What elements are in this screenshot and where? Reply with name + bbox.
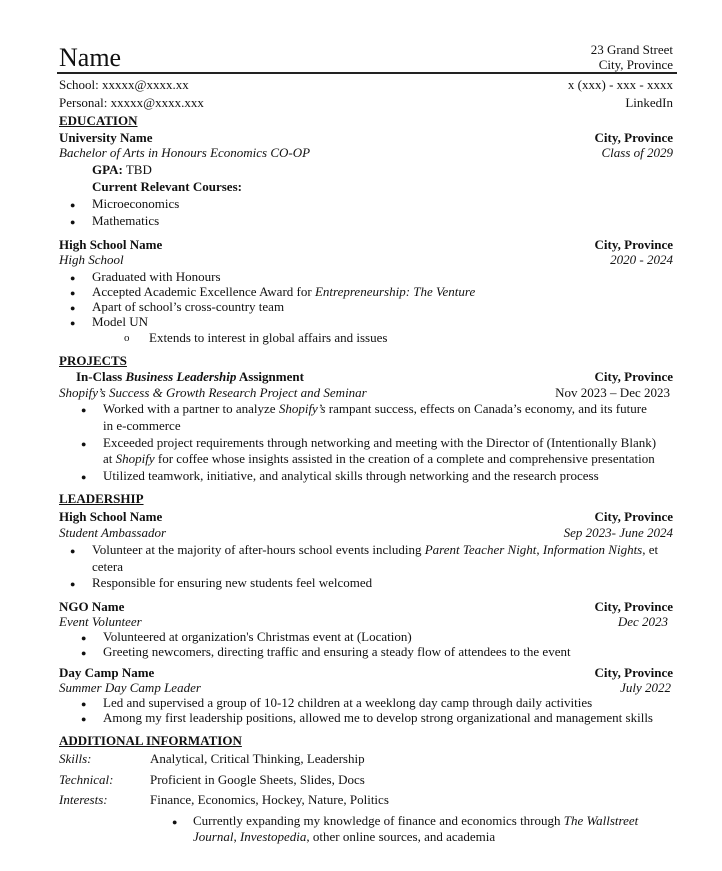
lead-camp-name: Day Camp Name [59,665,155,680]
technical-label: Technical: [59,772,114,787]
phone-number: x (xxx) - xxx - xxxx [567,77,673,92]
lead-hs-bullet-1-b: , [536,542,543,557]
bullet-icon: ● [70,579,76,589]
hs-bullet-3: Apart of school’s cross-country team [92,299,285,314]
lead-camp-bullet-1: Led and supervised a group of 10-12 children at a weeklong day camp through daily activities [103,695,593,710]
bullet-icon: ● [70,273,76,283]
project-bullet-2: Exceeded project requirements through networking and meeting with the Director of (Intentionally Blank) [103,435,657,450]
sub-bullet-icon: o [124,332,130,344]
bullet-icon: ● [81,439,87,449]
linkedin-link[interactable]: LinkedIn [625,95,673,110]
interests-bullet-em2: Journal [193,829,234,844]
lead-hs-bullet-1-em1: Parent Teacher Night [424,542,537,557]
gpa-label: GPA: [92,162,123,177]
lead-hs-bullet-1-a: Volunteer at the majority of after-hours school events including [92,542,425,557]
course-item: Mathematics [92,213,160,228]
lead-camp-date: July 2022 [620,680,671,695]
resume-name: Name [59,43,122,72]
bullet-icon: ● [81,472,87,482]
hs-bullet-2-award: Entrepreneurship: The Venture [314,284,476,299]
project-bullet-2-cont [103,451,655,467]
project-bullet-2-em: Shopify [115,451,155,466]
interests-bullet-em3: Investopedia [239,829,307,844]
bullet-icon: ● [81,405,87,415]
project-title-c: Assignment [236,369,304,384]
bullet-icon: ● [172,817,178,827]
project-bullet-3: Utilized teamwork, initiative, and analytical skills through networking and the research process [103,468,599,483]
lead-hs-bullet-1 [92,542,658,558]
interests-bullet-b: , [233,829,240,844]
hs-bullet-4: Model UN [92,314,148,329]
courses-label: Current Relevant Courses: [92,179,242,194]
university-name: University Name [59,130,153,145]
lead-hs-location: City, Province [594,509,673,524]
bullet-icon: ● [70,303,76,313]
lead-ngo-bullet-2: Greeting newcomers, directing traffic and ensuring a steady flow of attendees to the event [103,644,571,659]
personal-email: Personal: xxxxx@xxxx.xxx [59,95,204,110]
bullet-icon: ● [81,699,87,709]
project-bullet-1-cont: in e-commerce [103,418,181,433]
lead-hs-bullet-1-c: , et [642,542,659,557]
skills-label: Skills: [59,751,92,766]
interests-bullet-c: , other online sources, and academia [306,829,496,844]
interests-bullet [193,813,638,829]
skills-value: Analytical, Critical Thinking, Leadership [150,751,365,766]
high-school-type: High School [59,252,124,267]
high-school-name: High School Name [59,237,163,252]
technical-value: Proficient in Google Sheets, Slides, Docs [150,772,365,787]
section-heading-education: EDUCATION [59,113,138,128]
project-bullet-1-em: Shopify’s [278,401,326,416]
gpa-value: TBD [125,162,152,177]
bullet-icon: ● [70,200,76,210]
university-date: Class of 2029 [601,145,673,160]
university-location: City, Province [594,130,673,145]
course-item: Microeconomics [92,196,180,211]
section-heading-projects: PROJECTS [59,353,127,368]
university-degree: Bachelor of Arts in Honours Economics CO-OP [59,145,311,160]
bullet-icon: ● [70,217,76,227]
project-subtitle: Shopify’s Success & Growth Research Project and Seminar [59,385,367,400]
bullet-icon: ● [81,648,87,658]
interests-bullet-cont [193,829,495,845]
hs-bullet-1: Graduated with Honours [92,269,221,284]
project-bullet-2-c: for coffee whose insights assisted in the creation of a complete and comprehensive presentation [154,451,655,466]
bullet-icon: ● [81,714,87,724]
address-city: City, Province [598,57,673,72]
interests-bullet-a: Currently expanding my knowledge of finance and economics through [193,813,564,828]
project-location: City, Province [594,369,673,384]
gpa-line [92,162,152,178]
lead-hs-bullet-1-em2: Information Nights [542,542,643,557]
section-heading-additional: ADDITIONAL INFORMATION [59,733,242,748]
lead-ngo-name: NGO Name [59,599,125,614]
interests-label: Interests: [59,792,108,807]
lead-hs-date: Sep 2023- June 2024 [563,525,673,540]
project-title [76,369,304,385]
project-date: Nov 2023 – Dec 2023 [555,385,670,400]
project-bullet-2-b: at [103,451,116,466]
school-email: School: xxxxx@xxxx.xx [59,77,189,92]
lead-hs-bullet-1-cont: cetera [92,559,124,574]
lead-ngo-date: Dec 2023 [617,614,668,629]
header-rule [57,72,677,74]
lead-ngo-role: Event Volunteer [59,614,142,629]
lead-hs-role: Student Ambassador [59,525,167,540]
address-street: 23 Grand Street [590,42,673,57]
high-school-date: 2020 - 2024 [610,252,673,267]
lead-ngo-location: City, Province [594,599,673,614]
lead-camp-role: Summer Day Camp Leader [59,680,201,695]
bullet-icon: ● [70,318,76,328]
project-title-b: Business Leadership [125,369,237,384]
bullet-icon: ● [81,633,87,643]
lead-ngo-bullet-1: Volunteered at organization's Christmas event at (Location) [103,629,412,644]
lead-camp-location: City, Province [594,665,673,680]
high-school-location: City, Province [594,237,673,252]
section-heading-leadership: LEADERSHIP [59,491,144,506]
project-bullet-1 [103,401,647,417]
hs-sub-bullet: Extends to interest in global affairs and issues [149,330,388,345]
lead-hs-name: High School Name [59,509,163,524]
hs-bullet-2-text: Accepted Academic Excellence Award for [92,284,315,299]
lead-camp-bullet-2: Among my first leadership positions, allowed me to develop strong organizational and management skills [103,710,653,725]
lead-hs-bullet-2: Responsible for ensuring new students feel welcomed [92,575,373,590]
project-bullet-1-b: rampant success, effects on Canada’s economy, and its future [325,401,647,416]
hs-bullet-2 [92,284,475,300]
project-bullet-1-a: Worked with a partner to analyze [103,401,279,416]
interests-value: Finance, Economics, Hockey, Nature, Politics [150,792,389,807]
project-title-a: In-Class [76,369,126,384]
interests-bullet-em1: The Wallstreet [563,813,639,828]
bullet-icon: ● [70,288,76,298]
bullet-icon: ● [70,546,76,556]
